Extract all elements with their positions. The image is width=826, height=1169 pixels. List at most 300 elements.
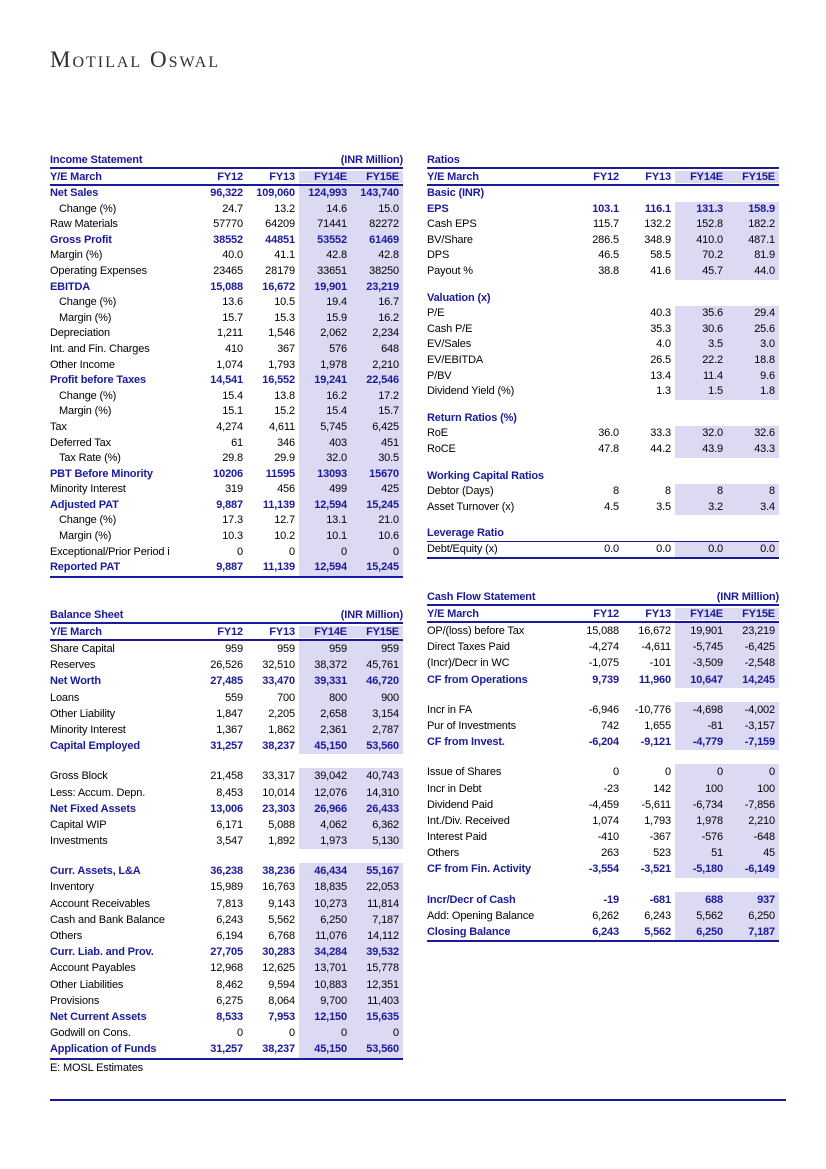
table-row (50, 233, 403, 249)
cell-value: -3,521 (640, 863, 671, 876)
cell-value: 9,887 (216, 498, 243, 511)
cell-value: 8 (665, 485, 671, 498)
cell-value: 23,219 (351, 280, 403, 296)
cell-value: 12,594 (299, 560, 351, 576)
row-label: Depreciation (50, 327, 110, 340)
cell-value: 4,062 (299, 817, 351, 833)
cell-value: 15,245 (351, 560, 403, 576)
row-label: Capital WIP (50, 818, 107, 831)
row-label: Cash EPS (427, 218, 477, 231)
column-header: FY14E (299, 626, 351, 638)
cell-value: 15.7 (222, 311, 243, 324)
cell-value: -101 (649, 657, 671, 670)
column-header: FY13 (269, 625, 295, 638)
cell-value: 1,074 (592, 814, 619, 827)
cell-value: -10,776 (634, 703, 671, 716)
cell-value: 13.1 (299, 513, 351, 529)
row-label: EPS (427, 202, 449, 215)
row-label: Interest Paid (427, 831, 487, 844)
cell-value: 3.5 (656, 500, 671, 513)
cell-value: 6,243 (592, 926, 619, 938)
row-label: Tax (50, 420, 67, 433)
cell-value: 33.3 (650, 427, 671, 440)
row-label: Operating Expenses (50, 264, 147, 277)
cell-value: -6,149 (727, 861, 779, 877)
table-row (50, 358, 403, 374)
cell-value: 40.0 (222, 249, 243, 262)
cell-value: 45,761 (351, 657, 403, 673)
table-row (427, 484, 779, 500)
cell-value: 8,462 (216, 978, 243, 991)
cell-value: 33,317 (262, 770, 295, 783)
table-row (50, 404, 403, 420)
cell-value: 16,763 (262, 881, 295, 894)
table-row (50, 706, 403, 722)
cell-value: 13.2 (274, 202, 295, 215)
cell-value: 61469 (351, 233, 403, 249)
table-row (427, 639, 779, 655)
cell-value: -576 (675, 829, 727, 845)
cell-value: 152.8 (675, 217, 727, 233)
table-row (50, 754, 403, 768)
cell-value: 14,245 (727, 672, 779, 688)
row-label: Change (%) (59, 514, 117, 527)
cell-value: 0 (237, 545, 243, 558)
table-row (427, 688, 779, 702)
column-header: FY15E (727, 608, 779, 620)
cell-value: -5,180 (675, 861, 727, 877)
cell-value: 14,541 (210, 374, 243, 387)
cell-value: 576 (299, 342, 351, 358)
table-row (427, 500, 779, 516)
cell-value: 21.0 (351, 513, 403, 529)
cell-value: 16.2 (351, 311, 403, 327)
cell-value: 182.2 (727, 217, 779, 233)
table-row (427, 526, 779, 542)
cell-value: 36,238 (210, 865, 243, 878)
cell-value: 58.5 (650, 249, 671, 262)
cell-value: 12,076 (299, 785, 351, 801)
cell-value: -367 (649, 831, 671, 844)
row-label: RoE (427, 427, 448, 440)
cell-value: 5,130 (351, 833, 403, 849)
cell-value: -19 (603, 893, 619, 906)
cell-value: 3.5 (675, 337, 727, 353)
cell-value: 42.8 (351, 248, 403, 264)
row-label: Change (%) (59, 389, 117, 402)
cell-value: 41.1 (274, 249, 295, 262)
table-row (427, 702, 779, 718)
cell-value: 29.9 (274, 452, 295, 465)
cell-value: 1,973 (299, 833, 351, 849)
table-row (50, 785, 403, 801)
cell-value: 11,139 (262, 561, 295, 574)
table-row (427, 542, 779, 558)
cell-value: 53,560 (351, 738, 403, 754)
cell-value: -4,459 (588, 798, 619, 811)
cell-value: 45,150 (299, 738, 351, 754)
cell-value: 96,322 (210, 187, 243, 199)
cell-value: 16.2 (299, 389, 351, 405)
cell-value: 82272 (351, 217, 403, 233)
row-label: Reported PAT (50, 561, 120, 574)
cell-value: 44851 (265, 233, 295, 246)
row-label: Curr. Assets, L&A (50, 865, 141, 878)
cell-value: 15,635 (351, 1009, 403, 1025)
cell-value: 142 (653, 782, 671, 795)
cell-value: 800 (299, 690, 351, 706)
row-label: Tax Rate (%) (59, 452, 121, 465)
table-row (50, 186, 403, 202)
column-header: FY15E (351, 171, 403, 183)
cell-value: 41.6 (650, 264, 671, 277)
cell-value: 46,434 (299, 863, 351, 879)
table-header-row (50, 624, 403, 641)
cell-value: 27,485 (210, 675, 243, 688)
row-label: Debtor (Days) (427, 485, 494, 498)
cell-value: -3,509 (675, 655, 727, 671)
cell-value: -4,274 (588, 641, 619, 654)
cell-value: 959 (277, 643, 295, 655)
cell-value: 2,210 (727, 813, 779, 829)
cell-value: 15.9 (299, 311, 351, 327)
row-label: Leverage Ratio (427, 526, 504, 539)
cell-value: 263 (601, 847, 619, 860)
row-label: Closing Balance (427, 926, 511, 938)
cell-value: 6,768 (268, 930, 295, 942)
cell-value: 29.8 (222, 452, 243, 465)
cell-value: 348.9 (644, 233, 671, 246)
table-row (427, 233, 779, 249)
row-label: Investments (50, 835, 108, 848)
cell-value: 16,672 (262, 280, 295, 293)
cell-value: -4,698 (675, 702, 727, 718)
row-label: Issue of Shares (427, 766, 502, 779)
cell-value: 143,740 (351, 186, 403, 202)
table-row (50, 482, 403, 498)
cell-value: 38.8 (598, 264, 619, 277)
cell-value: 2,205 (268, 707, 295, 720)
table-row (427, 369, 779, 385)
table-row (427, 442, 779, 458)
table-row (50, 768, 403, 784)
row-label: Net Worth (50, 675, 101, 688)
table-row (427, 280, 779, 291)
cell-value: 742 (601, 719, 619, 732)
cell-value: -6,734 (675, 797, 727, 813)
table-row (50, 420, 403, 436)
cell-value: 3.0 (727, 337, 779, 353)
row-label: Others (50, 930, 83, 942)
row-label: Margin (%) (59, 405, 112, 418)
table-row (50, 960, 403, 976)
table-row (50, 560, 403, 576)
cell-value: 0.0 (675, 542, 727, 558)
table-title-row (427, 589, 779, 606)
cell-value: 30,283 (262, 946, 295, 959)
cell-value: 71441 (299, 217, 351, 233)
row-label: Other Liabilities (50, 978, 124, 991)
cell-value: 45.7 (675, 264, 727, 280)
row-label: CF from Invest. (427, 736, 505, 749)
cell-value: 32.0 (675, 426, 727, 442)
cell-value: 1,847 (216, 707, 243, 720)
cell-value: 46.5 (598, 249, 619, 262)
cell-value: 5,088 (268, 818, 295, 831)
row-label: Less: Accum. Depn. (50, 786, 146, 799)
cell-value: -7,159 (727, 734, 779, 750)
cell-value: 6,194 (216, 930, 243, 942)
cell-value: 15.2 (274, 405, 295, 418)
cell-value: -681 (649, 893, 671, 906)
cell-value: 14.6 (299, 202, 351, 218)
cell-value: -9,121 (640, 736, 671, 749)
cell-value: 40.3 (650, 307, 671, 320)
cell-value: -4,779 (675, 734, 727, 750)
row-label: Loans (50, 691, 80, 704)
row-label: Int./Div. Received (427, 814, 510, 827)
row-label: P/BV (427, 369, 452, 382)
cell-value: 19.4 (299, 295, 351, 311)
cell-value: 1,892 (268, 835, 295, 848)
cell-value: 14,310 (351, 785, 403, 801)
cell-value: -6,425 (727, 639, 779, 655)
cell-value: 7,187 (727, 924, 779, 940)
row-label: Provisions (50, 994, 100, 1007)
table-header-row (427, 606, 779, 623)
row-label: Margin (%) (59, 311, 112, 324)
cell-value: 3.2 (675, 500, 727, 516)
table-title: Balance Sheet (50, 609, 124, 621)
row-label: Pur of Investments (427, 719, 517, 732)
cell-value: 8,453 (216, 786, 243, 799)
cell-value: 15,088 (586, 625, 619, 637)
cell-value: 47.8 (598, 442, 619, 455)
cell-value: 38,237 (262, 1043, 295, 1056)
cell-value: 0.0 (656, 542, 671, 555)
cell-value: -7,856 (727, 797, 779, 813)
table-row (427, 924, 779, 940)
table-row (50, 202, 403, 218)
cell-value: 13093 (299, 467, 351, 483)
cell-value: 19,901 (675, 623, 727, 639)
cell-value: 648 (351, 342, 403, 358)
table-row (50, 673, 403, 689)
cell-value: 0.0 (727, 542, 779, 558)
cell-value: 451 (351, 436, 403, 452)
row-label: Incr/Decr of Cash (427, 893, 516, 906)
year-end-header: Y/E March (427, 170, 479, 183)
cell-value: 3,154 (351, 706, 403, 722)
cell-value: 6,243 (216, 913, 243, 926)
table-row (50, 451, 403, 467)
ratios-table (427, 152, 779, 559)
cell-value: 35.3 (650, 322, 671, 335)
table-row (50, 896, 403, 912)
row-label: Dividend Paid (427, 798, 493, 811)
cell-value: 10.5 (274, 296, 295, 309)
cell-value: 4.5 (604, 500, 619, 513)
estimates-footnote: E: MOSL Estimates (50, 1061, 144, 1074)
row-label: Other Income (50, 358, 115, 371)
column-header: FY12 (593, 607, 619, 620)
cell-value: 32.0 (299, 451, 351, 467)
cell-value: 32,510 (262, 659, 295, 672)
cell-value: 39,331 (299, 673, 351, 689)
cell-value: 23,219 (727, 623, 779, 639)
row-label: Cash and Bank Balance (50, 913, 165, 926)
cell-value: 346 (277, 436, 295, 449)
table-row (50, 977, 403, 993)
row-label: Debt/Equity (x) (427, 542, 498, 555)
table-row (50, 912, 403, 928)
cell-value: 53,560 (351, 1041, 403, 1057)
cell-value: 4.0 (656, 338, 671, 351)
cell-value: 17.2 (351, 389, 403, 405)
cell-value: 16,552 (262, 374, 295, 387)
row-label: OP/(loss) before Tax (427, 625, 525, 637)
cell-value: 100 (675, 781, 727, 797)
cell-value: 38,372 (299, 657, 351, 673)
cell-value: 53552 (299, 233, 351, 249)
table-row (50, 342, 403, 358)
table-row (50, 690, 403, 706)
cell-value: 12.7 (274, 514, 295, 527)
cell-value: 1,978 (675, 813, 727, 829)
table-row (50, 373, 403, 389)
cell-value: 23,303 (262, 802, 295, 815)
column-header: FY12 (217, 625, 243, 638)
cell-value: 19,241 (299, 373, 351, 389)
cell-value: 38,237 (262, 740, 295, 753)
cell-value: 124,993 (299, 186, 351, 202)
table-title-row (50, 152, 403, 169)
table-row (50, 944, 403, 960)
cell-value: 4,611 (269, 420, 295, 433)
year-end-header: Y/E March (50, 625, 102, 638)
cell-value: 13.4 (650, 369, 671, 382)
row-label: Application of Funds (50, 1043, 157, 1056)
cell-value: 38250 (351, 264, 403, 280)
cell-value: 14,112 (351, 928, 403, 944)
cell-value: 55,167 (351, 863, 403, 879)
cell-value: 18,835 (299, 879, 351, 895)
cell-value: 0 (237, 1027, 243, 1040)
cell-value: -1,075 (588, 657, 619, 670)
cell-value: 700 (277, 691, 295, 704)
cell-value: 26,966 (299, 801, 351, 817)
cell-value: 9,887 (216, 561, 243, 574)
table-row (427, 764, 779, 780)
cell-value: 10,883 (299, 977, 351, 993)
cell-value: 959 (225, 643, 243, 655)
cell-value: 9,739 (592, 673, 619, 686)
cell-value: 10206 (213, 467, 243, 480)
cell-value: 39,532 (351, 944, 403, 960)
cell-value: 31,257 (210, 740, 243, 753)
table-title-row (427, 152, 779, 169)
row-label: CF from Operations (427, 673, 528, 686)
row-label: Adjusted PAT (50, 498, 119, 511)
table-row (50, 513, 403, 529)
cell-value: -648 (727, 829, 779, 845)
cell-value: 43.9 (675, 442, 727, 458)
table-row (50, 993, 403, 1009)
cell-value: 34,284 (299, 944, 351, 960)
cell-value: 2,787 (351, 722, 403, 738)
cell-value: 11,814 (351, 896, 403, 912)
cell-value: 17.3 (222, 514, 243, 527)
row-label: BV/Share (427, 233, 473, 246)
balance-sheet-table (50, 607, 403, 1074)
cell-value: 1,655 (644, 719, 671, 732)
cell-value: -4,002 (727, 702, 779, 718)
cell-value: 51 (675, 845, 727, 861)
table-row (427, 734, 779, 750)
cell-value: -5,745 (675, 639, 727, 655)
table-row (427, 469, 779, 485)
row-label: Valuation (x) (427, 291, 491, 304)
row-label: Profit before Taxes (50, 374, 146, 387)
column-header: FY15E (727, 171, 779, 183)
cell-value: -6,946 (588, 703, 619, 716)
cell-value: 12,625 (262, 962, 295, 975)
cell-value: 0 (613, 766, 619, 779)
cell-value: 38552 (213, 233, 243, 246)
table-row (50, 264, 403, 280)
column-header: FY14E (675, 171, 727, 183)
cell-value: -5,611 (641, 798, 671, 811)
table-row (50, 295, 403, 311)
cell-value: 27,705 (210, 946, 243, 959)
cell-value: 40,743 (351, 768, 403, 784)
cell-value: 10,647 (675, 672, 727, 688)
cell-value: 15670 (351, 467, 403, 483)
cell-value: 2,361 (299, 722, 351, 738)
row-label: Change (%) (59, 202, 117, 215)
cell-value: 39,042 (299, 768, 351, 784)
table-unit-label: (INR Million) (716, 591, 779, 603)
table-row (427, 322, 779, 338)
cell-value: 1,211 (217, 327, 243, 340)
table-row (50, 879, 403, 895)
cell-value: 0 (351, 545, 403, 561)
cell-value: 3.4 (727, 500, 779, 516)
cell-value: 15.1 (222, 405, 243, 418)
row-label: Curr. Liab. and Prov. (50, 946, 154, 959)
table-row (427, 781, 779, 797)
cell-value: 57770 (213, 218, 243, 231)
cell-value: 30.6 (675, 322, 727, 338)
row-label: CF from Fin. Activity (427, 863, 532, 876)
cell-value: 410 (225, 342, 243, 355)
cell-value: 43.3 (727, 442, 779, 458)
table-row (427, 861, 779, 877)
cell-value: 0 (675, 764, 727, 780)
table-row (427, 411, 779, 427)
cell-value: -3,157 (727, 718, 779, 734)
table-row (427, 655, 779, 671)
cell-value: 959 (351, 641, 403, 657)
cell-value: 1,367 (216, 723, 243, 736)
cell-value: 6,275 (216, 994, 243, 1007)
cell-value: 31,257 (210, 1043, 243, 1056)
column-header: FY13 (645, 170, 671, 183)
cell-value: -3,554 (588, 863, 619, 876)
cell-value: 1.8 (727, 384, 779, 400)
row-label: Add: Opening Balance (427, 909, 535, 922)
cell-value: 6,171 (216, 818, 243, 831)
